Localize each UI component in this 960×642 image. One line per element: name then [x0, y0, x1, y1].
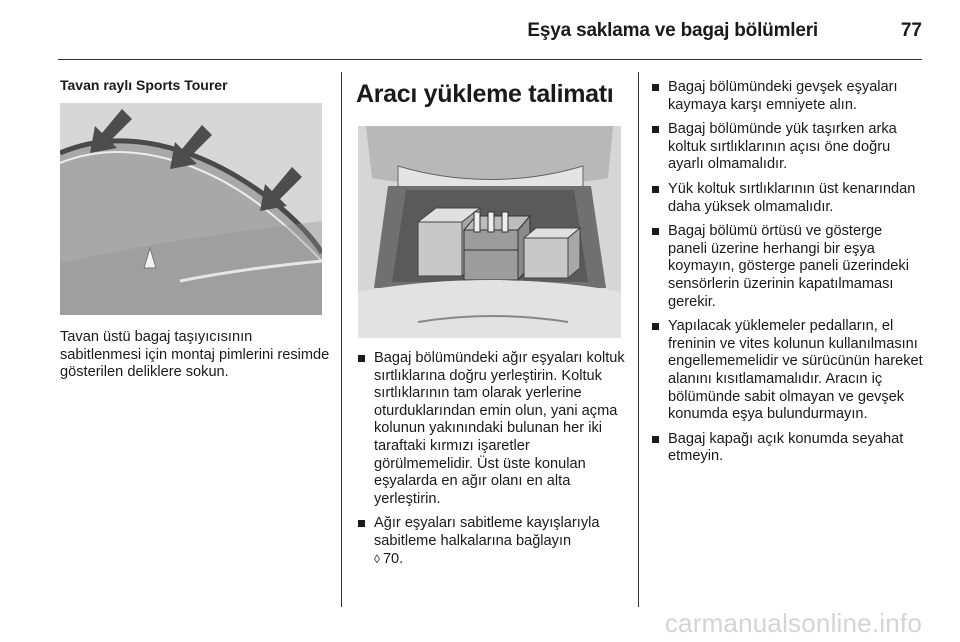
loaded-trunk-illustration — [358, 126, 621, 338]
header-rule — [58, 59, 922, 60]
list-item — [652, 431, 924, 466]
bullet-square-icon — [652, 84, 659, 91]
list-item-text: Bagaj bölümündeki gevşek eşyaları kaymaya karşı emniyete alın. — [668, 79, 898, 113]
list-item — [652, 223, 924, 311]
list-item — [652, 79, 924, 114]
list-item — [652, 318, 924, 424]
loading-instructions-list — [358, 350, 626, 575]
list-item-text: Bagaj bölümündeki ağır eşyaları koltuk sırtlıklarına doğru yerleştirin. Koltuk sırtlıklarının tam olarak yerlerine oturduklarından emin olun, yani açma kolunun yakınındaki bulunan her iki taraftaki kırmızı işaretler görülmemelidir. Üst üste konulan eşyalarda en ağır olanı en alta yerleştirin. — [374, 350, 625, 507]
roof-rail-illustration — [60, 103, 322, 315]
list-item — [358, 515, 626, 568]
list-item-text: Yapılacak yüklemeler pedalların, el freninin ve vites kolunun kullanılmasını engellememelidir ve sürücünün hareket alanını kısıtlamamalıdır. Aracın iç bölümünde sabit olmayan ve gevşek konumda eşya bulundurmayın. — [668, 318, 923, 423]
bullet-square-icon — [652, 436, 659, 443]
column-divider — [638, 72, 639, 607]
section-heading-loading: Aracı yükleme talimatı — [356, 80, 614, 108]
bullet-square-icon — [358, 355, 365, 362]
list-item — [652, 181, 924, 216]
bullet-square-icon — [652, 323, 659, 330]
bullet-square-icon — [652, 228, 659, 235]
list-item-text: Ağır eşyaları sabitleme kayışlarıyla sabitleme halkalarına bağlayın — [374, 515, 600, 549]
page-reference-link[interactable] — [374, 551, 403, 569]
triangle-reference-icon: ◊ — [374, 551, 380, 566]
bottle-crate-icon — [464, 212, 530, 280]
roof-illustration-svg — [60, 103, 322, 315]
list-item-text: Bagaj bölümünde yük taşırken arka koltuk sırtlıklarının açısı öne doğru ayarlı olmamalıdır. — [668, 121, 897, 173]
bullet-square-icon — [652, 126, 659, 133]
loading-instructions-list-continued — [652, 79, 924, 473]
list-item-text: Yük koltuk sırtlıklarının üst kenarından daha yüksek olmamalıdır. — [668, 180, 916, 215]
list-item-text: Bagaj bölümü örtüsü ve gösterge paneli üzerine herhangi bir eşya koymayın, gösterge paneli üzerindeki sensörlerin üzerinin kapatılmaması gerekir. — [668, 223, 909, 310]
bullet-square-icon — [358, 520, 365, 527]
roof-rail-instruction: Tavan üstü bagaj taşıyıcısının sabitlenmesi için montaj pimlerini resimde gösterilen deliklere sokun. — [60, 329, 330, 380]
page-number: 77 — [900, 20, 922, 41]
storage-box-icon — [524, 228, 580, 278]
trunk-illustration-svg — [358, 126, 621, 338]
page-title: Eşya saklama ve bagaj bölümleri — [527, 20, 818, 41]
list-item — [358, 350, 626, 508]
watermark: carmanualsonline.info — [664, 608, 922, 638]
bullet-square-icon — [652, 186, 659, 193]
list-item — [652, 121, 924, 174]
page-reference-number: 70. — [382, 550, 404, 567]
list-item-text: Bagaj kapağı açık konumda seyahat etmeyin. — [668, 430, 904, 465]
section-heading-roof-rails: Tavan raylı Sports Tourer — [60, 77, 228, 93]
column-divider — [341, 72, 342, 607]
